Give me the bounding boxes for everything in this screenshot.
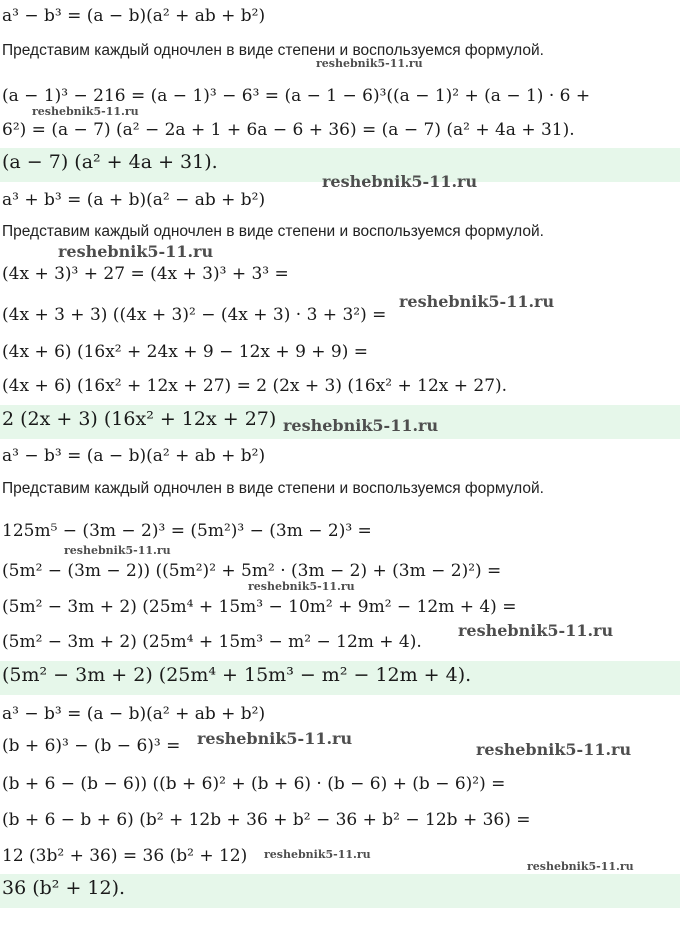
watermark: reshebnik5-11.ru <box>58 242 214 261</box>
watermark: reshebnik5-11.ru <box>32 105 139 118</box>
formula-line: (5m² − (3m − 2)) ((5m²)² + 5m² · (3m − 2) + (3m − 2)²) = <box>2 561 502 581</box>
formula-line: (4x + 3)³ + 27 = (4x + 3)³ + 3³ = <box>2 264 289 284</box>
explanation-text: Представим каждый одночлен в виде степени и воспользуемся формулой. <box>2 480 544 497</box>
formula-line: a³ − b³ = (a − b)(a² + ab + b²) <box>2 704 266 724</box>
watermark: reshebnik5-11.ru <box>322 172 478 191</box>
watermark: reshebnik5-11.ru <box>316 57 423 70</box>
formula-line: 6²) = (a − 7) (a² − 2a + 1 + 6a − 6 + 36) = (a − 7) (a² + 4a + 31). <box>2 120 575 140</box>
formula-line: (5m² − 3m + 2) (25m⁴ + 15m³ − 10m² + 9m² − 12m + 4) = <box>2 597 517 617</box>
formula-line: 12 (3b² + 36) = 36 (b² + 12) <box>2 846 248 866</box>
answer-line: (5m² − 3m + 2) (25m⁴ + 15m³ − m² − 12m + 4). <box>0 661 680 695</box>
watermark: reshebnik5-11.ru <box>248 580 355 593</box>
formula-line: 125m⁵ − (3m − 2)³ = (5m²)³ − (3m − 2)³ = <box>2 521 372 541</box>
watermark: reshebnik5-11.ru <box>399 292 555 311</box>
formula-line: (b + 6 − b + 6) (b² + 12b + 36 + b² − 36 + b² − 12b + 36) = <box>2 810 531 830</box>
explanation-text: Представим каждый одночлен в виде степени и воспользуемся формулой. <box>2 223 544 240</box>
watermark: reshebnik5-11.ru <box>476 740 632 759</box>
watermark: reshebnik5-11.ru <box>458 621 614 640</box>
watermark: reshebnik5-11.ru <box>527 860 634 873</box>
watermark: reshebnik5-11.ru <box>283 416 439 435</box>
explanation-text: Представим каждый одночлен в виде степени и воспользуемся формулой. <box>2 42 544 59</box>
formula-line: (b + 6 − (b − 6)) ((b + 6)² + (b + 6) · (b − 6) + (b − 6)²) = <box>2 774 506 794</box>
formula-line: (b + 6)³ − (b − 6)³ = <box>2 736 181 756</box>
answer-line: 2 (2x + 3) (16x² + 12x + 27) <box>0 405 680 439</box>
formula-line: a³ − b³ = (a − b)(a² + ab + b²) <box>2 446 266 466</box>
answer-line: (a − 7) (a² + 4a + 31). <box>0 148 680 182</box>
formula-line: (4x + 3 + 3) ((4x + 3)² − (4x + 3) · 3 + 3²) = <box>2 305 387 325</box>
formula-line: (4x + 6) (16x² + 12x + 27) = 2 (2x + 3) (16x² + 12x + 27). <box>2 376 508 396</box>
watermark: reshebnik5-11.ru <box>197 729 353 748</box>
watermark: reshebnik5-11.ru <box>264 848 371 861</box>
formula-line: (5m² − 3m + 2) (25m⁴ + 15m³ − m² − 12m + 4). <box>2 632 422 652</box>
formula-line: (a − 1)³ − 216 = (a − 1)³ − 6³ = (a − 1 − 6)³((a − 1)² + (a − 1) · 6 + <box>2 86 591 106</box>
answer-line: 36 (b² + 12). <box>0 874 680 908</box>
formula-line: a³ − b³ = (a − b)(a² + ab + b²) <box>2 6 266 26</box>
watermark: reshebnik5-11.ru <box>64 544 171 557</box>
formula-line: a³ + b³ = (a + b)(a² − ab + b²) <box>2 190 266 210</box>
formula-line: (4x + 6) (16x² + 24x + 9 − 12x + 9 + 9) = <box>2 342 369 362</box>
